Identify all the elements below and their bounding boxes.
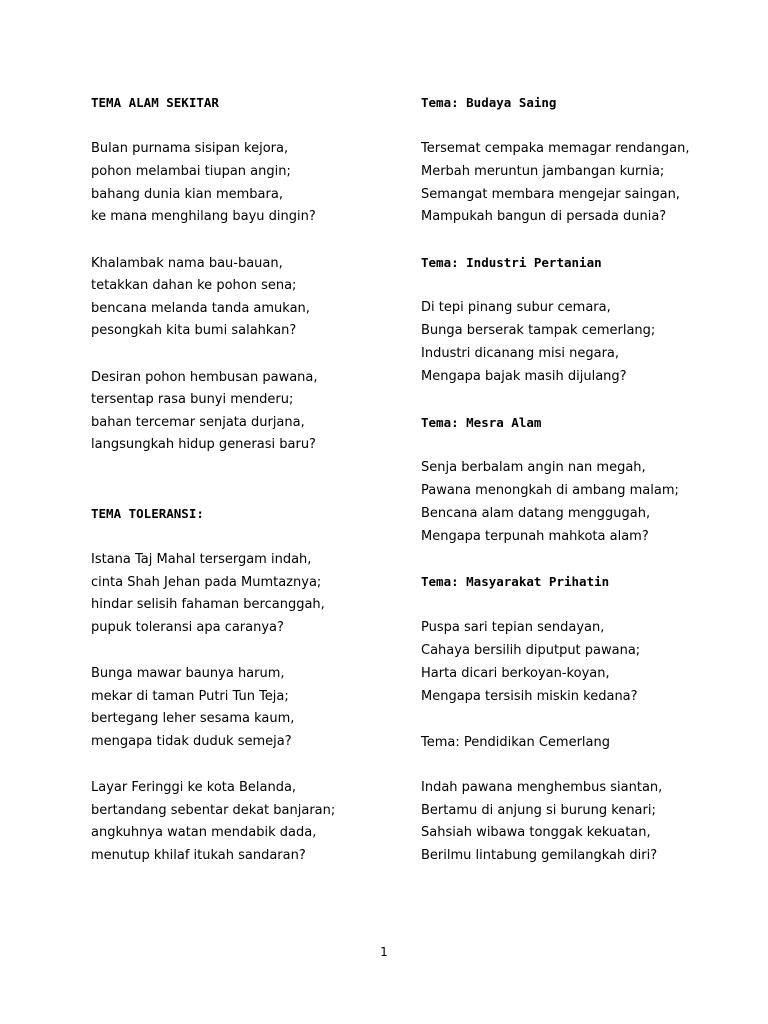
poem-line: Bencana alam datang menggugah, xyxy=(421,506,651,521)
poem-line: mengapa tidak duduk semeja? xyxy=(91,734,292,749)
poem-line: bertegang leher sesama kaum, xyxy=(91,711,295,726)
poem-line: Mampukah bangun di persada dunia? xyxy=(421,209,667,224)
section-heading: Tema: Mesra Alam xyxy=(421,415,542,430)
poem-line: Industri dicanang misi negara, xyxy=(421,346,620,361)
poem-line: Indah pawana menghembus siantan, xyxy=(421,780,663,795)
poem-line: Khalambak nama bau-bauan, xyxy=(91,256,283,271)
poem-line: Harta dicari berkoyan-koyan, xyxy=(421,666,610,681)
poem-line: mekar di taman Putri Tun Teja; xyxy=(91,689,289,704)
poem-line: Mengapa bajak masih dijulang? xyxy=(421,369,627,384)
poem-line: Berilmu lintabung gemilangkah diri? xyxy=(421,848,658,863)
poem-line: Layar Feringgi ke kota Belanda, xyxy=(91,780,297,795)
section-heading: Tema: Budaya Saing xyxy=(421,95,557,110)
poem-line: hindar selisih fahaman bercanggah, xyxy=(91,597,325,612)
poem-line: Pawana menongkah di ambang malam; xyxy=(421,483,679,498)
poem-line: Sahsiah wibawa tonggak kekuatan, xyxy=(421,825,651,840)
poem-line: Istana Taj Mahal tersergam indah, xyxy=(91,552,312,567)
poem-line: menutup khilaf itukah sandaran? xyxy=(91,848,306,863)
poem-line: Puspa sari tepian sendayan, xyxy=(421,620,605,635)
page-number: 1 xyxy=(380,945,388,959)
poem-line: tetakkan dahan ke pohon sena; xyxy=(91,278,297,293)
section-heading: Tema: Masyarakat Prihatin xyxy=(421,574,610,589)
poem-line: Di tepi pinang subur cemara, xyxy=(421,300,611,315)
poem-line: bertandang sebentar dekat banjaran; xyxy=(91,803,336,818)
poem-line: pupuk toleransi apa caranya? xyxy=(91,620,284,635)
poem-line: Bunga mawar baunya harum, xyxy=(91,666,285,681)
poem-line: Bertamu di anjung si burung kenari; xyxy=(421,803,656,818)
poem-line: Mengapa tersisih miskin kedana? xyxy=(421,689,638,704)
poem-line: langsungkah hidup generasi baru? xyxy=(91,437,316,452)
poem-line: Semangat membara mengejar saingan, xyxy=(421,187,680,202)
poem-line: Merbah meruntun jambangan kurnia; xyxy=(421,164,665,179)
poem-line: bahang dunia kian membara, xyxy=(91,187,283,202)
poem-line: angkuhnya watan mendabik dada, xyxy=(91,825,317,840)
poem-line: Tersemat cempaka memagar rendangan, xyxy=(421,141,690,156)
poem-line: bahan tercemar senjata durjana, xyxy=(91,415,305,430)
poem-line: Desiran pohon hembusan pawana, xyxy=(91,370,318,385)
poem-line: pohon melambai tiupan angin; xyxy=(91,164,291,179)
section-heading: Tema: Industri Pertanian xyxy=(421,255,602,270)
poem-line: tersentap rasa bunyi menderu; xyxy=(91,392,294,407)
poem-line: Bulan purnama sisipan kejora, xyxy=(91,141,289,156)
poem-line: ke mana menghilang bayu dingin? xyxy=(91,209,316,224)
poem-line: cinta Shah Jehan pada Mumtaznya; xyxy=(91,575,322,590)
poem-line: Senja berbalam angin nan megah, xyxy=(421,460,646,475)
poem-line: pesongkah kita bumi salahkan? xyxy=(91,323,297,338)
section-heading: TEMA TOLERANSI: xyxy=(91,506,204,521)
poem-line: bencana melanda tanda amukan, xyxy=(91,301,310,316)
section-heading: Tema: Pendidikan Cemerlang xyxy=(421,735,611,750)
poem-line: Cahaya bersilih diputput pawana; xyxy=(421,643,641,658)
poem-line: Mengapa terpunah mahkota alam? xyxy=(421,529,649,544)
poem-line: Bunga berserak tampak cemerlang; xyxy=(421,323,656,338)
section-heading: TEMA ALAM SEKITAR xyxy=(91,95,219,110)
